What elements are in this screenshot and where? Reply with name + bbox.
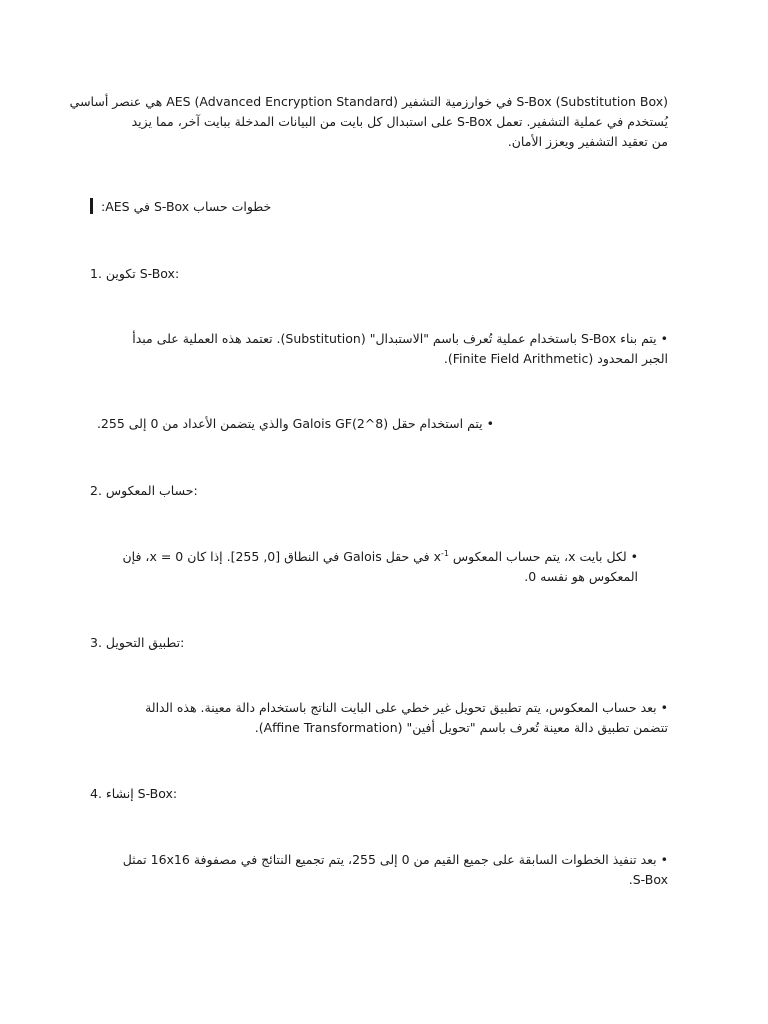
step-2-text-b: في حقل Galois في النطاق [0, 255]. إذا كان x = 0، فإن	[122, 549, 434, 564]
step-4-title-text: 4. إنشاء S-Box:	[90, 786, 178, 801]
step-4-bullet-1-line-2: S-Box.	[628, 872, 668, 887]
step-3-bullet-1-line-1: • بعد حساب المعكوس، يتم تطبيق تحويل غير خطي على البايت الناتج باستخدام دالة معينة. هذه الدالة	[145, 700, 668, 715]
step-2-title-text: 2. حساب المعكوس:	[90, 483, 198, 498]
intro-paragraph	[69, 92, 668, 152]
step-1-title	[90, 264, 668, 284]
inverse-superscript: -1	[440, 548, 449, 558]
step-1-bullet-1-line-2: الجبر المحدود (Finite Field Arithmetic).	[443, 351, 668, 366]
step-1-title-text: 1. تكوين S-Box:	[90, 266, 180, 281]
step-4-bullet-1-line-1: • بعد تنفيذ الخطوات السابقة على جميع القيم من 0 إلى 255، يتم تجميع النتائج في مصفوفة 16x16 تمثل	[122, 852, 668, 867]
step-4-title	[90, 784, 668, 804]
step-2-text-a: • لكل بايت x، يتم حساب المعكوس x	[433, 549, 638, 564]
step-1-bullet-1-line-1: • يتم بناء S-Box باستخدام عملية تُعرف باسم "الاستبدال" (Substitution). تعتمد هذه العملية على مبدأ	[132, 331, 668, 346]
section-heading	[90, 197, 668, 217]
step-2-title	[90, 481, 668, 501]
step-3-bullet-1	[90, 698, 668, 738]
intro-line-2: يُستخدم في عملية التشفير. تعمل S-Box على استبدال كل بايت من البيانات المدخلة ببايت آخر، مما يزيد	[131, 114, 668, 129]
section-heading-text: خطوات حساب S-Box في AES:	[101, 199, 272, 214]
step-3-title-text: 3. تطبيق التحويل:	[90, 635, 185, 650]
step-1-bullet-2-line-1: • يتم استخدام حقل Galois GF(2^8) والذي يتضمن الأعداد من 0 إلى 255.	[96, 416, 494, 431]
step-3-bullet-1-line-2: تتضمن تطبيق دالة معينة تُعرف باسم "تحويل أفين" (Affine Transformation).	[254, 720, 668, 735]
intro-line-3: من تعقيد التشفير ويعزز الأمان.	[507, 134, 668, 149]
intro-line-1: S-Box (Substitution Box) في خوارزمية التشفير AES (Advanced Encryption Standard) هي عنصر أساسي	[69, 94, 668, 109]
step-2-bullet-1-line-2: المعكوس هو نفسه 0.	[524, 569, 638, 584]
step-4-bullet-1	[90, 850, 668, 890]
step-2-bullet-1	[90, 547, 638, 587]
step-1-bullet-1	[90, 329, 668, 369]
document-page	[69, 0, 668, 1024]
step-3-title	[90, 633, 668, 653]
heading-bar	[90, 198, 93, 214]
step-1-bullet-2	[90, 414, 494, 434]
step-2-bullet-1-line-1	[90, 547, 638, 567]
